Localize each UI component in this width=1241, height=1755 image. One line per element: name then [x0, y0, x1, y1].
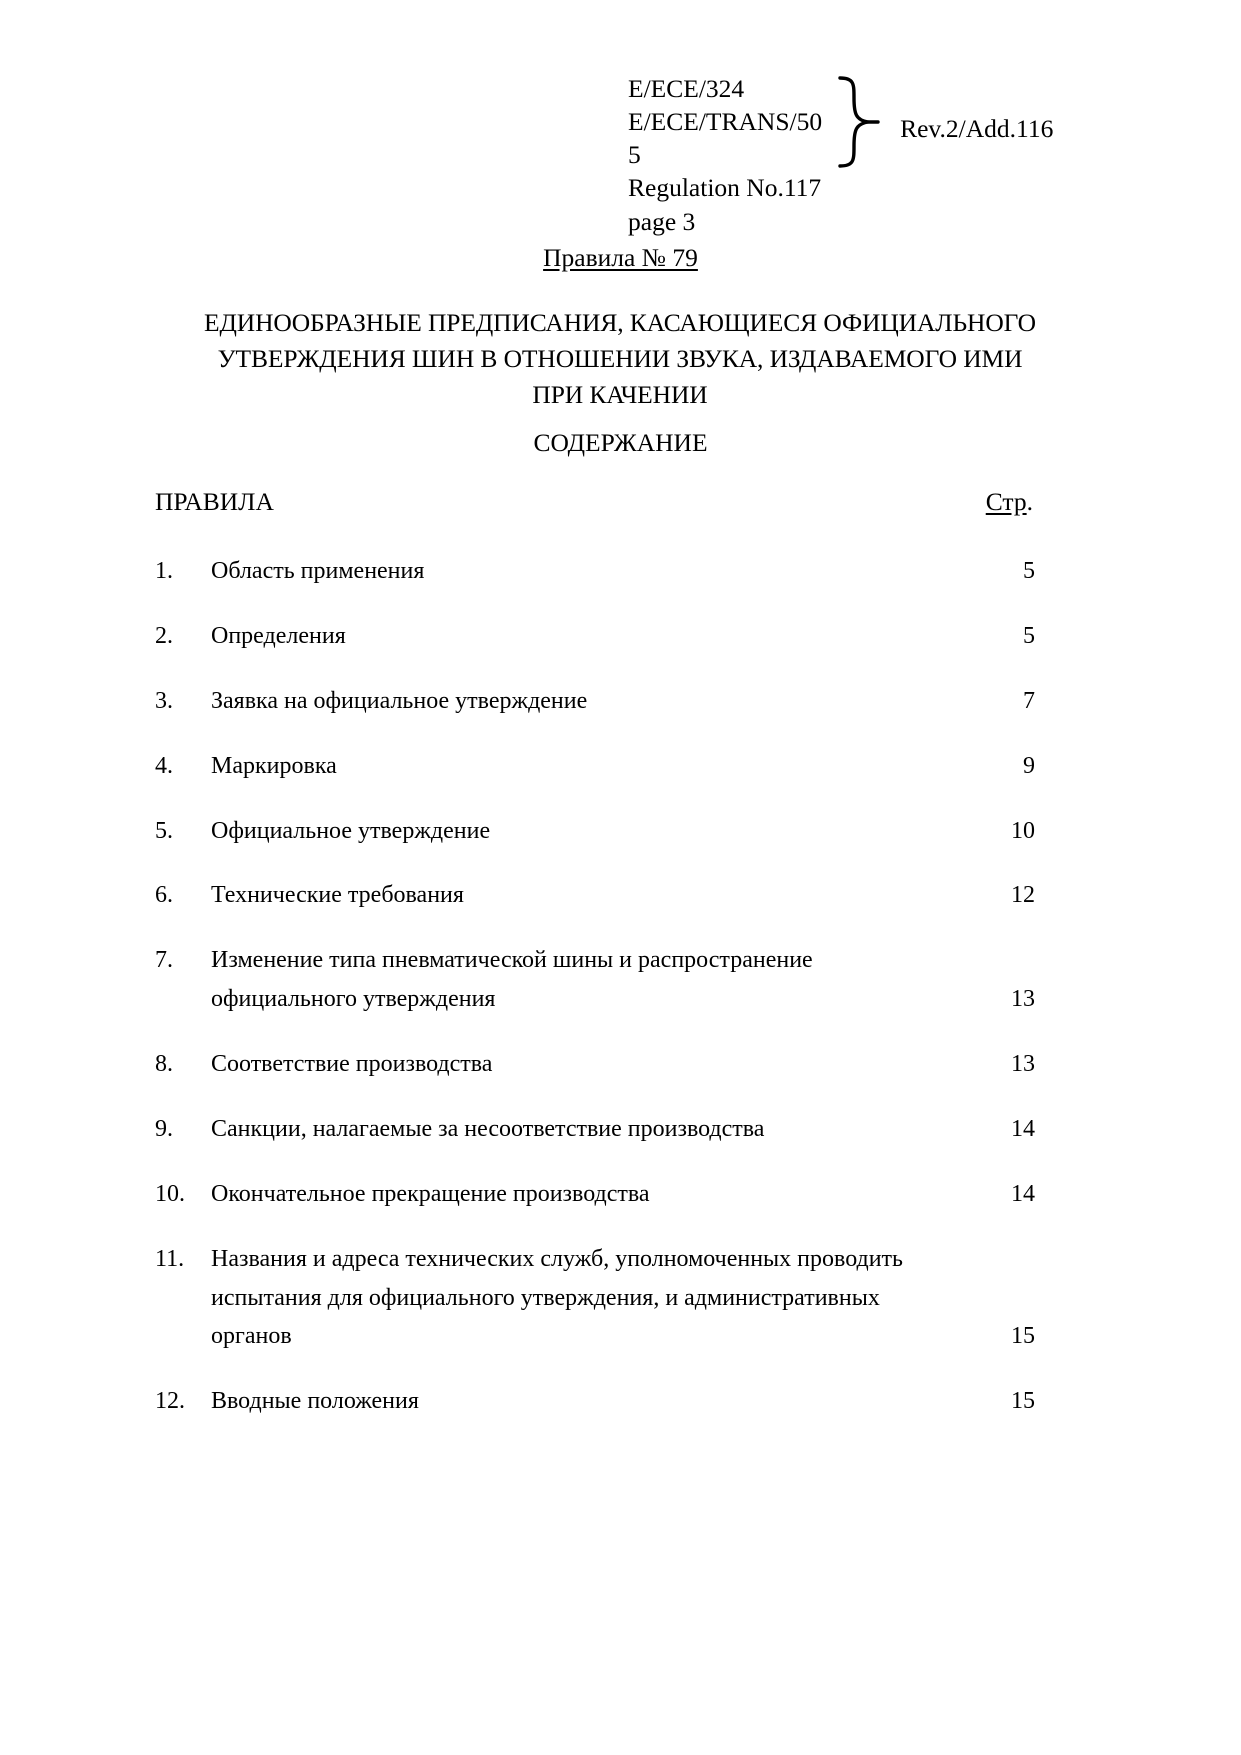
toc-entry-label-line: Окончательное прекращение производства: [211, 1180, 650, 1207]
toc-entry-number: 4.: [155, 752, 173, 779]
toc-entry[interactable]: [155, 1045, 1035, 1084]
toc-entry-page: 15: [1011, 1388, 1035, 1415]
document-id-line: page 3: [628, 206, 696, 236]
toc-entry[interactable]: [155, 682, 1035, 721]
toc-entry-label-line: Определения: [211, 622, 346, 649]
toc-entry-label-line: Технические требования: [211, 882, 464, 909]
toc-entry-page: 5: [1023, 558, 1035, 584]
toc-column-headers: [155, 487, 1033, 517]
toc-entry-page: 12: [1011, 882, 1035, 909]
contents-heading: СОДЕРЖАНИЕ: [533, 428, 708, 457]
toc-entry[interactable]: [155, 812, 1035, 851]
toc-entry-number: 5.: [155, 817, 173, 844]
document-reference-header: [628, 72, 1053, 238]
toc-column-header-page-dot: .: [1026, 487, 1033, 516]
toc-entry[interactable]: [155, 1110, 1035, 1149]
regulation-label-text: Правила № 79: [543, 243, 698, 272]
page-title-line: ЕДИНООБРАЗНЫЕ ПРЕДПИСАНИЯ, КАСАЮЩИЕСЯ ОФИЦИАЛЬНОГО: [204, 308, 1036, 337]
toc-entry-label: [211, 812, 965, 851]
table-of-contents: [155, 552, 1035, 1447]
toc-entry[interactable]: [155, 747, 1035, 786]
toc-entry-page: 14: [1011, 1115, 1035, 1142]
toc-entry-label: [211, 682, 965, 721]
right-curly-brace-icon: [834, 74, 894, 174]
toc-entry-label-line: Соответствие производства: [211, 1051, 493, 1077]
document-id-line: E/ECE/324: [628, 74, 745, 103]
toc-entry-label-line: Названия и адреса технических служб, уполномоченных проводить: [211, 1245, 903, 1272]
toc-entry-label-line: Вводные положения: [211, 1388, 419, 1415]
toc-entry-number: 11.: [155, 1245, 185, 1272]
toc-entry-number: 7.: [155, 947, 173, 974]
document-id-line: 5: [628, 140, 641, 170]
document-id-line: E/ECE/TRANS/50: [628, 107, 823, 137]
toc-entry-label: [211, 1240, 965, 1357]
toc-entry-label-line: Маркировка: [211, 752, 337, 779]
toc-entry-page: 13: [1011, 986, 1035, 1013]
toc-entry-label-line: Область применения: [211, 558, 425, 584]
toc-entry-label: [211, 876, 965, 915]
toc-entry-label: [211, 941, 965, 1019]
toc-entry-label: [211, 552, 965, 591]
toc-column-header-page: [986, 487, 1033, 517]
toc-entry[interactable]: [155, 941, 1035, 1019]
toc-entry-page: 15: [1011, 1323, 1035, 1350]
toc-entry-page: 9: [1023, 752, 1035, 779]
toc-entry-page: 13: [1011, 1051, 1035, 1077]
toc-entry-label: [211, 747, 965, 786]
toc-entry-number: 6.: [155, 882, 173, 909]
toc-entry[interactable]: [155, 617, 1035, 656]
toc-entry-label: [211, 1045, 965, 1084]
toc-entry-page: 7: [1023, 687, 1035, 714]
document-id-line: Regulation No.117: [628, 173, 822, 203]
document-id-list: [628, 72, 822, 238]
toc-entry[interactable]: [155, 876, 1035, 915]
toc-entry-label-line: Заявка на официальное утверждение: [211, 687, 588, 714]
toc-entry-label-line: Санкции, налагаемые за несоответствие производства: [211, 1115, 765, 1142]
regulation-label: [0, 243, 1241, 273]
toc-entry-label: [211, 1382, 965, 1421]
toc-entry[interactable]: [155, 1240, 1035, 1357]
toc-entry[interactable]: [155, 1175, 1035, 1214]
toc-entry-number: 2.: [155, 622, 173, 649]
toc-entry-label: [211, 1110, 965, 1149]
toc-column-header-page-abbr: Стр: [985, 487, 1027, 516]
toc-entry-label-line: Изменение типа пневматической шины и распространение: [211, 947, 813, 974]
toc-entry[interactable]: [155, 552, 1035, 591]
toc-entry-number: 9.: [155, 1115, 173, 1142]
toc-entry-number: 8.: [155, 1051, 173, 1077]
toc-entry-page: 10: [1011, 817, 1035, 844]
page-title-line: УТВЕРЖДЕНИЯ ШИН В ОТНОШЕНИИ ЗВУКА, ИЗДАВАЕМОГО ИМИ: [217, 344, 1023, 374]
toc-entry-label: [211, 1175, 965, 1214]
toc-entry-number: 1.: [155, 558, 173, 584]
page-title: [170, 305, 1070, 414]
toc-column-header-rules: ПРАВИЛА: [155, 487, 274, 516]
toc-entry-page: 5: [1023, 622, 1035, 649]
toc-entry-number: 3.: [155, 687, 173, 714]
page-title-line: ПРИ КАЧЕНИИ: [532, 380, 708, 410]
toc-entry-label-line: официального утверждения: [211, 986, 496, 1013]
toc-entry-number: 12.: [155, 1388, 185, 1415]
toc-entry-label: [211, 617, 965, 656]
toc-entry-number: 10.: [155, 1180, 185, 1207]
toc-entry[interactable]: [155, 1382, 1035, 1421]
toc-entry-page: 14: [1011, 1180, 1035, 1207]
toc-entry-label-line: испытания для официального утверждения, и административных органов: [211, 1284, 880, 1350]
toc-entry-label-line: Официальное утверждение: [211, 817, 491, 844]
document-revision: Rev.2/Add.116: [900, 114, 1054, 143]
